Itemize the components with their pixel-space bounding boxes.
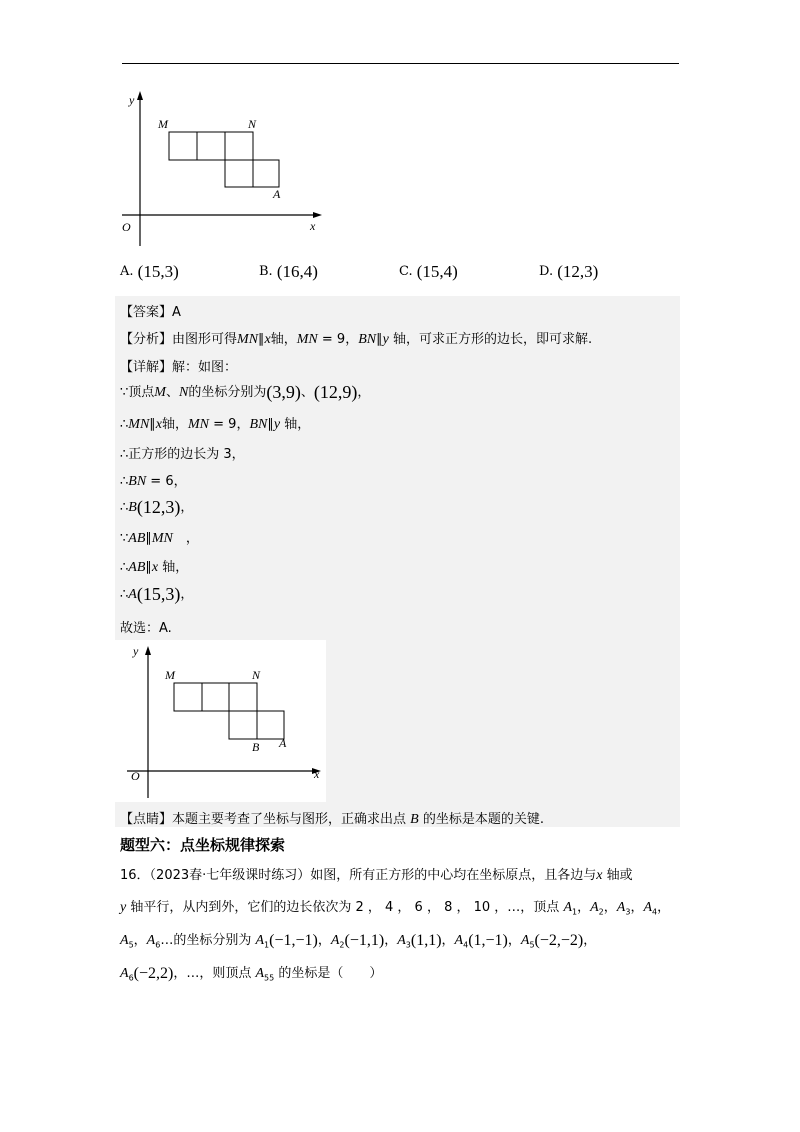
analysis-parallel-2: ∥ xyxy=(376,332,383,347)
step-4 xyxy=(120,470,187,490)
step-2-axis: 轴， xyxy=(162,417,189,432)
step-1-text: 顶点 xyxy=(128,385,155,400)
step-2-mn: MN xyxy=(128,417,150,432)
step-2-parallel-2: ∥ xyxy=(267,417,274,432)
step-4-end: ， xyxy=(173,474,187,489)
coord-b: (12,3) xyxy=(136,497,181,517)
q16-b4-sub: 4 xyxy=(463,940,469,950)
step-1-sep-2: 、 xyxy=(300,385,314,400)
q16-coord-4: (1,−1) xyxy=(468,932,508,949)
q16-coord-2: (−1,1) xyxy=(344,932,385,949)
answer-tag: 【答案】 xyxy=(120,305,173,320)
step-6-ab: AB xyxy=(128,531,146,546)
choice-b[interactable] xyxy=(259,262,318,282)
fig2-x-label: x xyxy=(314,767,320,781)
q16-b1-sub: 1 xyxy=(264,940,270,950)
q16-a6: A xyxy=(146,933,156,948)
analysis-comma: ， xyxy=(345,332,359,347)
step-7-ab: AB xyxy=(128,560,146,575)
q16-a4-sub: 4 xyxy=(652,907,658,917)
q16-text-5: ，…，则顶点 xyxy=(173,966,256,981)
step-6-end: ， xyxy=(172,531,199,546)
q16-comma: ， xyxy=(630,900,644,915)
fig2-y-label: y xyxy=(133,644,139,658)
conclusion-line xyxy=(120,617,172,636)
step-2-eq: = 9 xyxy=(209,417,237,432)
q16-a55-sub: 55 xyxy=(264,973,275,983)
q16-line-2 xyxy=(120,896,670,917)
comment-tag: 【点睛】 xyxy=(120,812,173,827)
step-2-y: y xyxy=(273,417,281,432)
q16-b3-sub: 3 xyxy=(405,940,411,950)
q16-a5-sub: 5 xyxy=(128,940,134,950)
q16-comma: ， xyxy=(507,933,521,948)
answer-value: A xyxy=(172,305,181,320)
answer-line xyxy=(120,301,181,320)
fig2-origin-label: O xyxy=(131,769,140,783)
q16-a2: A xyxy=(590,900,599,915)
step-5-b: B xyxy=(128,500,137,515)
step-5 xyxy=(120,496,193,518)
choice-d[interactable] xyxy=(539,262,598,282)
figure-grid-2 xyxy=(115,640,326,802)
q16-a1: A xyxy=(563,900,572,915)
q16-text-3: 轴平行，从内到外，它们的边长依次为 2 ， 4 ， 6 ， 8 ， 10 ，…，顶点 xyxy=(126,900,564,915)
analysis-y: y xyxy=(382,332,389,347)
step-6-parallel: ∥ xyxy=(145,531,152,546)
step-4-eq: = 6 xyxy=(146,474,174,489)
q16-a4: A xyxy=(643,900,653,915)
therefore-symbol: ∴ xyxy=(120,417,129,432)
therefore-symbol: ∴ xyxy=(120,447,129,462)
q16-a2-sub: 2 xyxy=(598,907,604,917)
step-2-mn-2: MN xyxy=(188,417,210,432)
q16-a3-sub: 3 xyxy=(625,907,631,917)
step-7-x: x xyxy=(151,560,159,575)
step-7 xyxy=(120,556,188,576)
q16-a6b-sub: 6 xyxy=(128,973,134,983)
fig2-n-label: N xyxy=(252,668,261,682)
detail-tag: 【详解】 xyxy=(120,360,173,375)
step-6 xyxy=(120,527,199,547)
q16-b3: A xyxy=(397,933,406,948)
q16-x: x xyxy=(596,868,603,883)
q16-coord-5: (−2,−2) xyxy=(534,932,584,949)
comment-b: B xyxy=(410,812,419,827)
q16-b1: A xyxy=(255,933,265,948)
step-2-axis-2: 轴， xyxy=(280,417,311,432)
q16-text-2: 轴或 xyxy=(602,868,633,883)
step-3-text: 正方形的边长为 3， xyxy=(128,447,245,462)
q16-text-6: 的坐标是（ ） xyxy=(274,966,383,981)
therefore-symbol: ∴ xyxy=(120,474,129,489)
step-1-sep: 、 xyxy=(165,385,179,400)
choice-b-letter: B. xyxy=(259,264,273,279)
fig1-origin-label: O xyxy=(122,220,131,234)
comment-line xyxy=(120,808,544,828)
step-2-x: x xyxy=(155,417,162,432)
step-7-parallel: ∥ xyxy=(145,560,152,575)
q16-comma: ， xyxy=(441,933,455,948)
step-1-n: N xyxy=(178,385,189,400)
fig2-b-label: B xyxy=(252,740,260,754)
fig1-a-label: A xyxy=(273,187,281,201)
q16-text-1: （2023春·七年级课时练习）如图，所有正方形的中心均在坐标原点，且各边与 xyxy=(149,868,597,883)
step-2 xyxy=(120,413,310,433)
comment-text-1: 本题主要考查了坐标与图形，正确求出点 xyxy=(172,812,411,827)
q16-coord-3: (1,1) xyxy=(410,932,442,949)
analysis-tag: 【分析】 xyxy=(120,332,173,347)
analysis-mn-2: MN xyxy=(296,332,318,347)
analysis-axis: 轴， xyxy=(270,332,297,347)
q16-line-1 xyxy=(120,864,633,884)
fig1-m-label: M xyxy=(158,117,168,131)
step-8-end: ， xyxy=(180,587,194,602)
q16-a6-sub: 6 xyxy=(155,940,161,950)
choice-a[interactable] xyxy=(120,262,179,282)
analysis-x: x xyxy=(264,332,271,347)
figure-grid-1 xyxy=(112,88,332,248)
step-6-mn: MN xyxy=(151,531,173,546)
step-1 xyxy=(120,381,370,403)
choice-c-value: (15,4) xyxy=(416,262,458,281)
q16-a6b: A xyxy=(120,966,129,981)
fig2-a-label: A xyxy=(279,736,287,750)
fig1-y-label: y xyxy=(129,93,135,107)
because-symbol: ∵ xyxy=(120,385,129,400)
step-2-parallel: ∥ xyxy=(149,417,156,432)
step-4-bn: BN xyxy=(128,474,147,489)
because-symbol: ∵ xyxy=(120,531,129,546)
analysis-parallel: ∥ xyxy=(258,332,265,347)
q16-comma: ， xyxy=(317,933,331,948)
analysis-line xyxy=(120,328,592,348)
q16-comma: ， xyxy=(577,900,591,915)
analysis-eq: = 9 xyxy=(317,332,346,347)
choice-c[interactable] xyxy=(399,262,458,282)
analysis-bn: BN xyxy=(358,332,377,347)
fig1-n-label: N xyxy=(248,117,257,131)
comment-text-2: 的坐标是本题的关键. xyxy=(418,812,544,827)
q16-a1-sub: 1 xyxy=(572,907,578,917)
step-2-bn: BN xyxy=(249,417,268,432)
q16-b4: A xyxy=(454,933,464,948)
coord-a: (15,3) xyxy=(136,584,181,604)
step-5-end: ， xyxy=(180,500,194,515)
q16-comma: ， xyxy=(133,933,147,948)
step-3 xyxy=(120,443,245,462)
q16-line-3 xyxy=(120,929,596,950)
q16-text-4: …的坐标分别为 xyxy=(160,933,256,948)
analysis-mn: MN xyxy=(237,332,259,347)
fig1-x-label: x xyxy=(310,219,316,233)
step-1-end: ， xyxy=(357,385,371,400)
header-rule xyxy=(122,63,679,64)
detail-intro: 解：如图： xyxy=(172,360,238,375)
choice-a-value: (15,3) xyxy=(137,262,179,281)
choice-d-value: (12,3) xyxy=(557,262,599,281)
q16-a55: A xyxy=(255,966,265,981)
q16-b2-sub: 2 xyxy=(339,940,345,950)
step-2-comma: ， xyxy=(236,417,250,432)
step-8 xyxy=(120,583,193,605)
therefore-symbol: ∴ xyxy=(120,500,129,515)
q16-comma: ， xyxy=(384,933,398,948)
q16-coord-6: (−2,2) xyxy=(133,965,174,982)
detail-line xyxy=(120,356,237,375)
coord-m: (3,9) xyxy=(266,382,301,402)
q16-comma: ， xyxy=(603,900,617,915)
q16-comma: ， xyxy=(657,900,671,915)
analysis-text-1: 由图形可得 xyxy=(172,332,238,347)
step-1-text-2: 的坐标分别为 xyxy=(188,385,267,400)
q16-a5: A xyxy=(120,933,129,948)
step-8-a: A xyxy=(128,587,137,602)
therefore-symbol: ∴ xyxy=(120,587,129,602)
choice-d-letter: D. xyxy=(539,264,554,279)
choice-c-letter: C. xyxy=(399,264,413,279)
answer-choices xyxy=(120,262,680,286)
conclusion-text: 故选：A. xyxy=(120,621,172,636)
q16-line-4 xyxy=(120,962,382,983)
fig2-m-label: M xyxy=(165,668,175,682)
q16-b5: A xyxy=(520,933,530,948)
q16-number: 16． xyxy=(120,868,150,883)
q16-coord-1: (−1,−1) xyxy=(269,932,318,949)
q16-comma: ， xyxy=(583,933,597,948)
analysis-text-2: 轴，可求正方形的边长，即可求解. xyxy=(388,332,593,347)
q16-b5-sub: 5 xyxy=(529,940,535,950)
step-7-axis: 轴， xyxy=(158,560,189,575)
q16-y: y xyxy=(120,900,127,915)
therefore-symbol: ∴ xyxy=(120,560,129,575)
choice-b-value: (16,4) xyxy=(276,262,318,281)
section-heading: 题型六：点坐标规律探索 xyxy=(120,836,286,854)
q16-a3: A xyxy=(616,900,626,915)
q16-b2: A xyxy=(330,933,340,948)
coord-n: (12,9) xyxy=(313,382,358,402)
step-1-m: M xyxy=(154,385,166,400)
choice-a-letter: A. xyxy=(120,264,134,279)
